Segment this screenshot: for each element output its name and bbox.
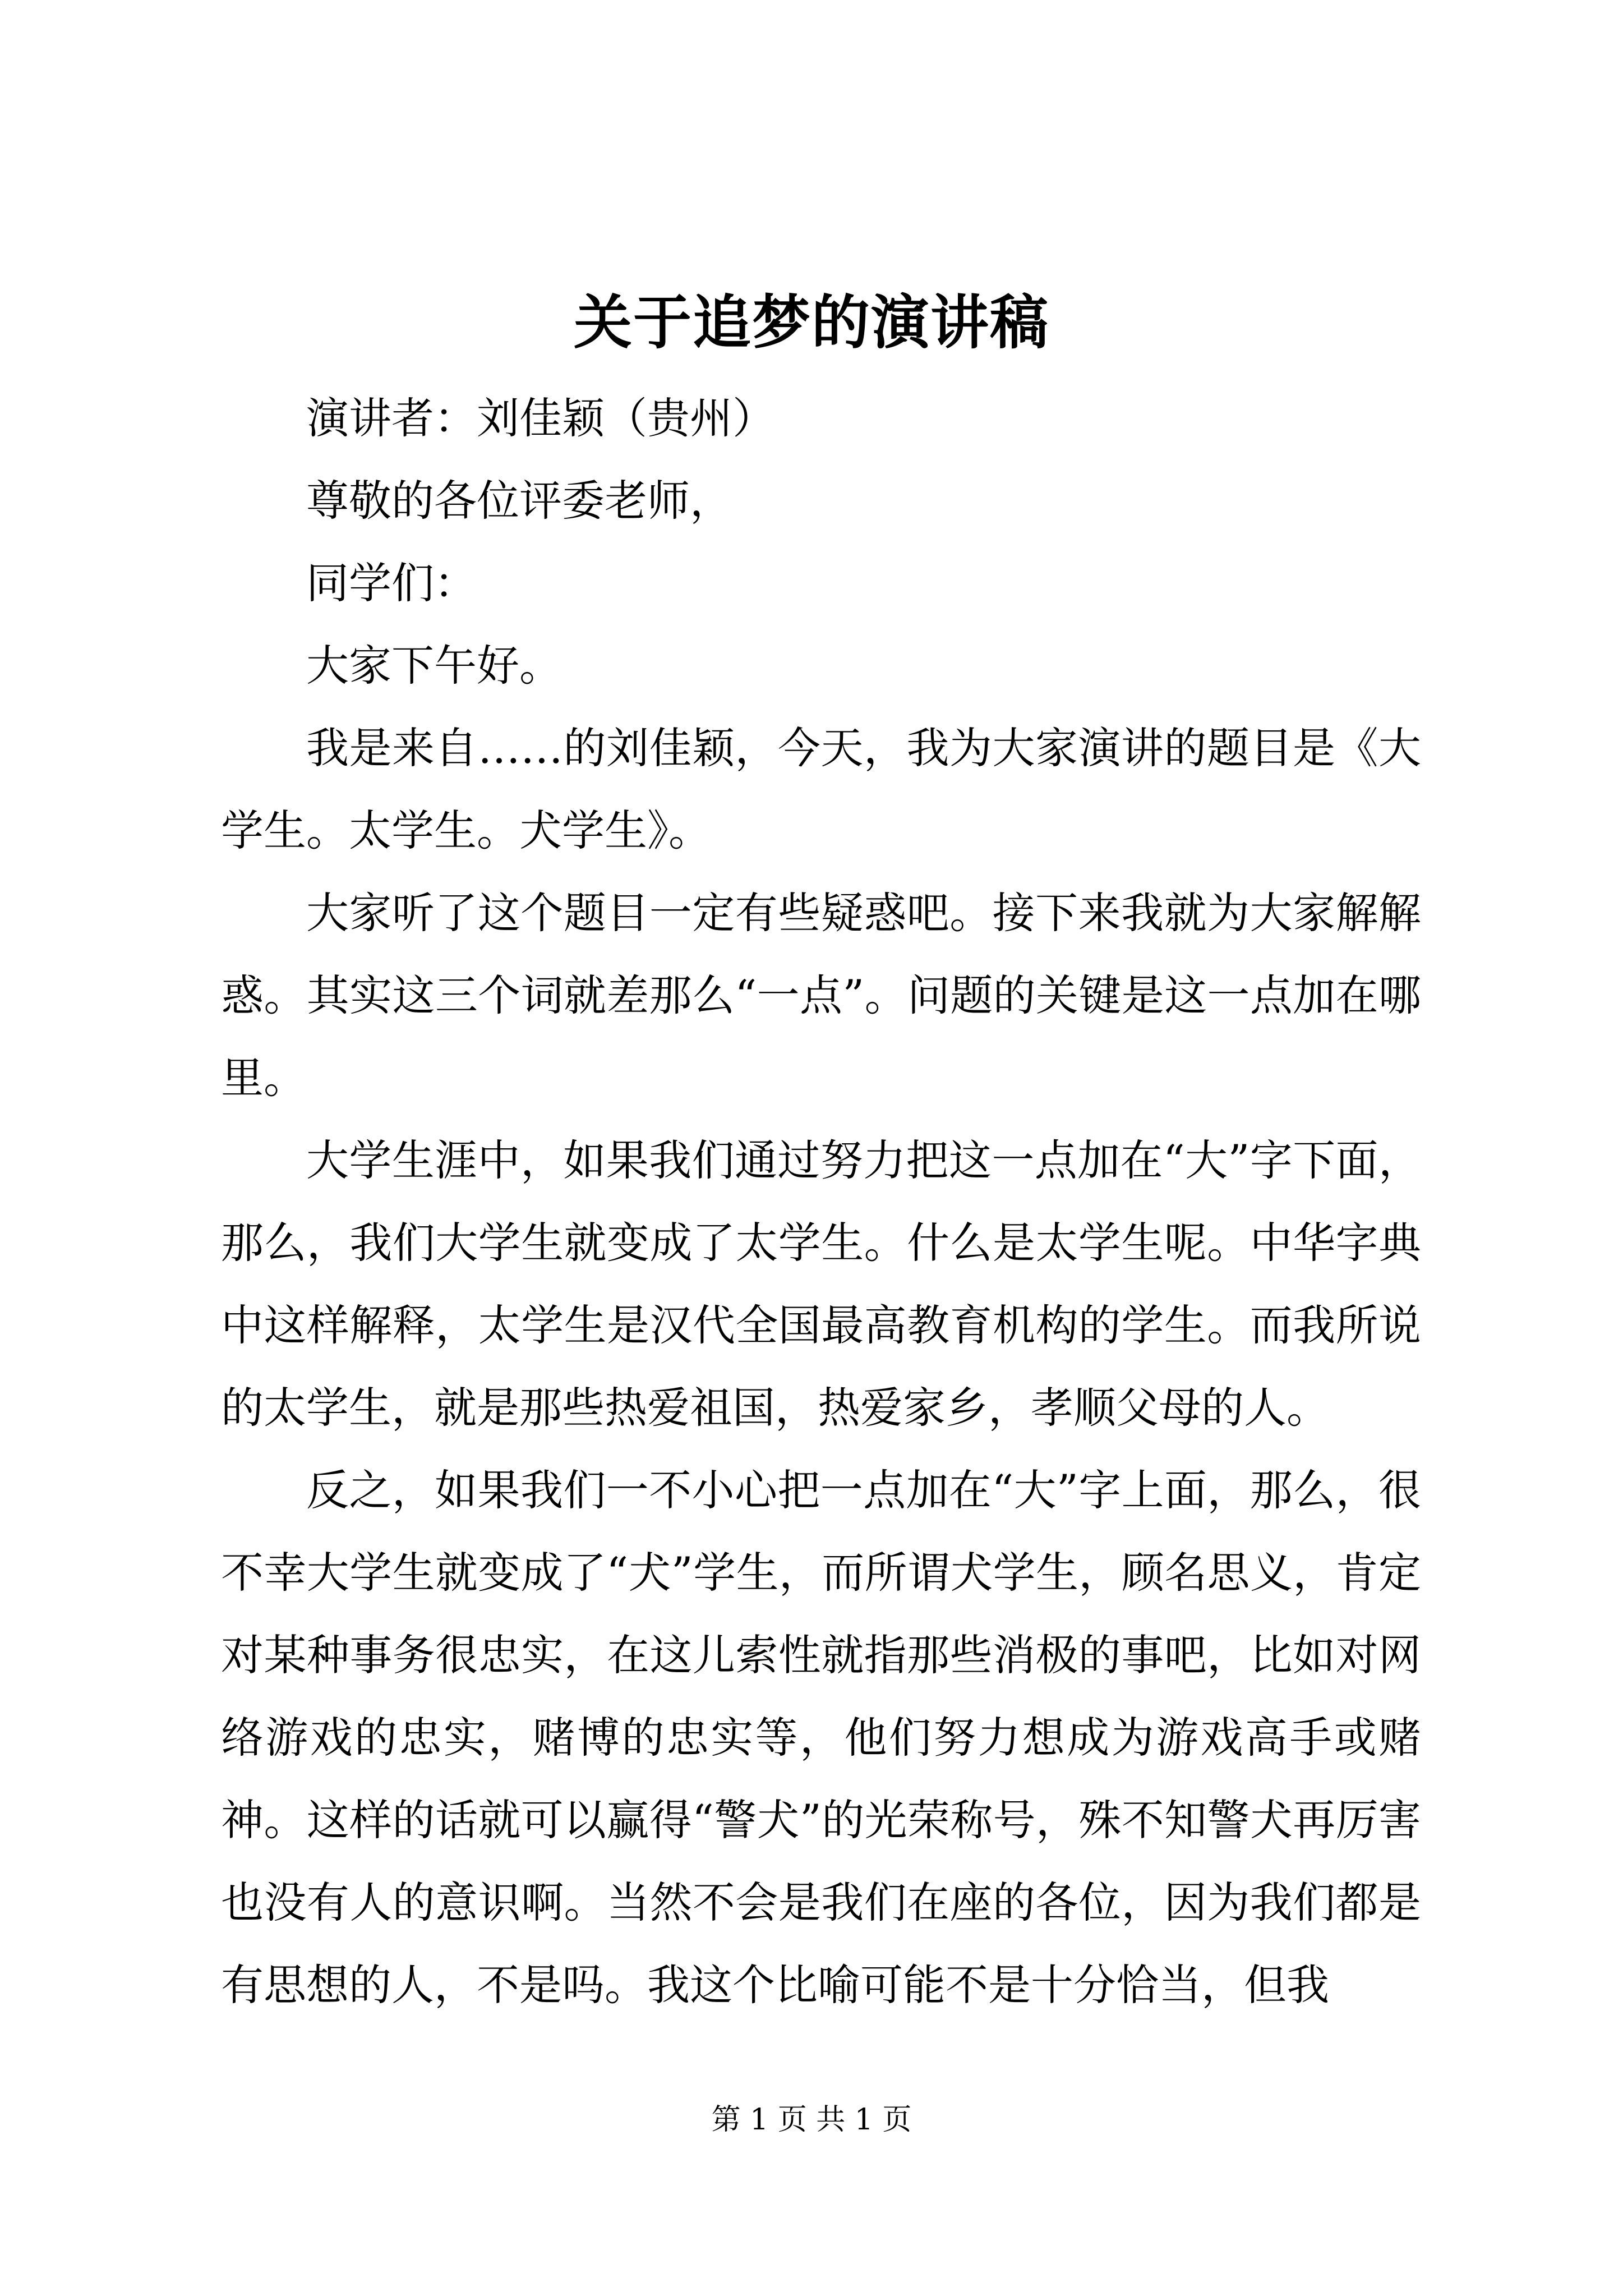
page-number-footer: 第 1 页 共 1 页 (711, 2103, 912, 2137)
salutation-classmates: 同学们： (306, 558, 477, 608)
document-body (221, 377, 1421, 2026)
speaker-line: 演讲者：刘佳颖（贵州） (306, 393, 775, 443)
greeting: 大家下午好。 (306, 641, 562, 691)
paragraph: 我是来自……的刘佳颖，今天，我为大家演讲的题目是《大学生。太学生。犬学生》。 (221, 723, 1421, 855)
paragraph: 反之，如果我们一不小心把一点加在“大”字上面，那么，很不幸大学生就变成了“犬”学生，而所谓犬学生，顾名思义，肯定对某种事务很忠实，在这儿索性就指那些消极的事吧，比如对网络游戏的忠实，赌博的忠实等，他们努力想成为游戏高手或赌神。这样的话就可以赢得“警犬”的光荣称号，殊不知警犬再厉害也没有人的意识啊。当然不会是我们在座的各位，因为我们都是有思想的人，不是吗。我这个比喻可能不是十分恰当，但我 (221, 1465, 1421, 2010)
document-title: 关于追梦的演讲稿 (573, 288, 1049, 357)
paragraph: 大家听了这个题目一定有些疑惑吧。接下来我就为大家解解惑。其实这三个词就差那么“一点”。问题的关键是这一点加在哪里。 (221, 888, 1421, 1103)
paragraph: 大学生涯中，如果我们通过努力把这一点加在“大”字下面，那么，我们大学生就变成了太学生。什么是太学生呢。中华字典中这样解释，太学生是汉代全国最高教育机构的学生。而我所说的太学生，就是那些热爱祖国，热爱家乡，孝顺父母的人。 (221, 1135, 1421, 1433)
salutation-judges: 尊敬的各位评委老师， (306, 476, 732, 526)
